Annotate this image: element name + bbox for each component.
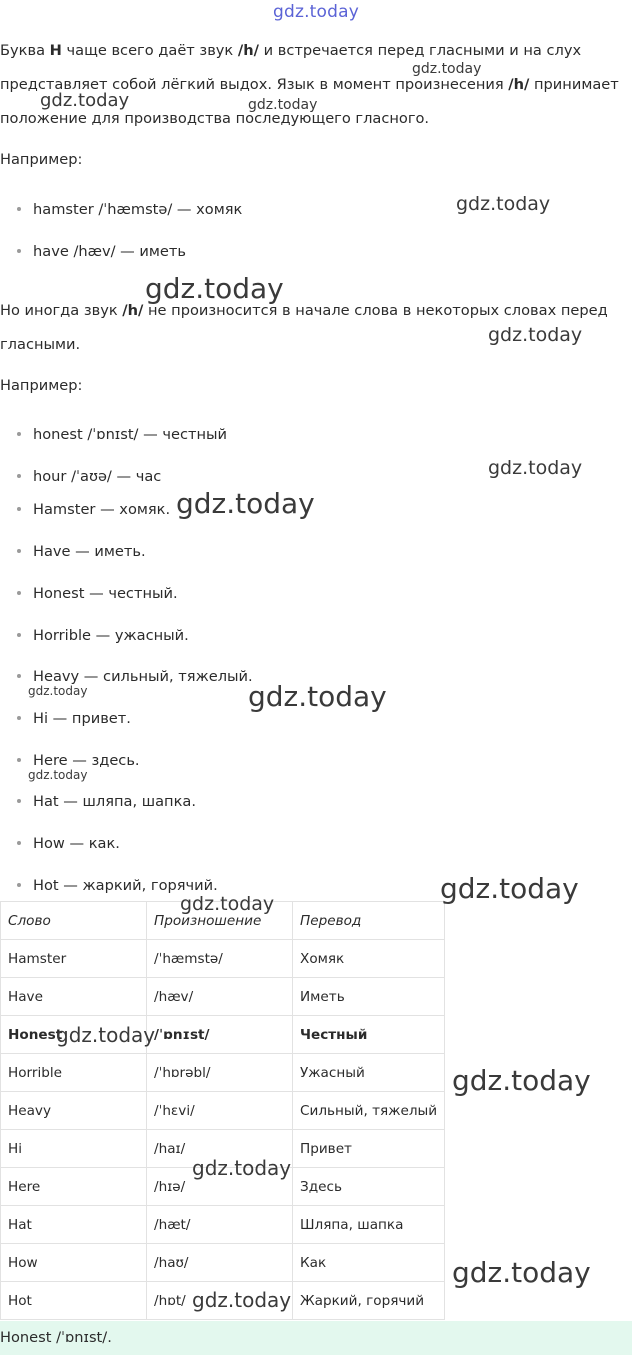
table-row xyxy=(1,978,445,1016)
table-cell: Heavy xyxy=(1,1092,147,1130)
bullet-icon xyxy=(17,633,21,637)
watermark: gdz.today xyxy=(28,768,88,782)
intro-sound: /h/ xyxy=(237,42,259,59)
watermark: gdz.today xyxy=(488,324,583,346)
list-item xyxy=(0,787,196,817)
bullet-icon xyxy=(17,841,21,845)
silent-paragraph xyxy=(0,294,628,362)
table-cell: /haɪ/ xyxy=(147,1130,293,1168)
bullet-icon xyxy=(17,883,21,887)
bullet-icon xyxy=(17,549,21,553)
list-item-text: hamster /ˈhæmstə/ — хомяк xyxy=(33,201,243,218)
list-item xyxy=(0,462,161,492)
watermark: gdz.today xyxy=(248,97,318,113)
list-item-text: Have — иметь. xyxy=(33,543,146,560)
bullet-icon xyxy=(17,432,21,436)
table-cell: Жаркий, горячий xyxy=(293,1282,445,1320)
intro-text-1: Буква xyxy=(0,42,50,59)
bullet-icon xyxy=(17,799,21,803)
table-cell: Hat xyxy=(1,1206,147,1244)
intro-text-4: принимает положение для производства последующего гласного. xyxy=(0,76,619,127)
silent-sound: /h/ xyxy=(122,302,144,319)
list-item-text: Hat — шляпа, шапка. xyxy=(33,793,196,810)
bullet-icon xyxy=(17,474,21,478)
list-item-text: hour /ˈaʊə/ — час xyxy=(33,468,162,485)
table-cell: Ужасный xyxy=(293,1054,445,1092)
example-label-2: Например: xyxy=(0,377,83,394)
intro-text-3: и встречается перед гласными и на слух представляет собой лёгкий выдох. Язык в момент произнесения xyxy=(0,42,582,93)
bullet-icon xyxy=(17,249,21,253)
table-header: Перевод xyxy=(293,902,445,940)
table-row xyxy=(1,1282,445,1320)
table-cell: /hæt/ xyxy=(147,1206,293,1244)
list-item-text: How — как. xyxy=(33,835,120,852)
table-cell: /ˈɒnɪst/ xyxy=(147,1016,293,1054)
words-table xyxy=(0,901,445,1320)
list-item-text: Horrible — ужасный. xyxy=(33,627,189,644)
list-item-text: Hamster — хомяк. xyxy=(33,501,171,518)
table-cell: Честный xyxy=(293,1016,445,1054)
watermark: gdz.today xyxy=(248,680,387,713)
bullet-icon xyxy=(17,758,21,762)
list-item xyxy=(0,237,186,267)
table-cell: Have xyxy=(1,978,147,1016)
list-item xyxy=(0,537,146,567)
bullet-icon xyxy=(17,207,21,211)
table-cell: /hæv/ xyxy=(147,978,293,1016)
table-row xyxy=(1,940,445,978)
table-cell: /hɒt/ xyxy=(147,1282,293,1320)
list-item xyxy=(0,621,189,651)
table-header: Произношение xyxy=(147,902,293,940)
silent-text-1: Но иногда звук xyxy=(0,302,123,319)
table-row xyxy=(1,1244,445,1282)
table-cell: Иметь xyxy=(293,978,445,1016)
list-item-text: Hi — привет. xyxy=(33,710,131,727)
table-cell: /hɪə/ xyxy=(147,1168,293,1206)
table-header-row xyxy=(1,902,445,940)
answer-box: Honest /ˈɒnɪst/. xyxy=(0,1321,632,1355)
table-cell: Хомяк xyxy=(293,940,445,978)
list-item xyxy=(0,704,131,734)
intro-sound-2: /h/ xyxy=(508,76,530,93)
table-row xyxy=(1,1054,445,1092)
list-item xyxy=(0,829,120,859)
list-item xyxy=(0,495,170,525)
list-item xyxy=(0,662,253,692)
list-item-text: honest /ˈɒnɪst/ — честный xyxy=(33,426,228,443)
table-cell: Как xyxy=(293,1244,445,1282)
intro-paragraph xyxy=(0,34,628,136)
table-cell: Шляпа, шапка xyxy=(293,1206,445,1244)
intro-text-2: чаще всего даёт звук xyxy=(61,42,238,59)
example-label-1: Например: xyxy=(0,151,83,168)
watermark: gdz.today xyxy=(180,893,275,915)
list-item xyxy=(0,420,227,450)
table-row xyxy=(1,1092,445,1130)
table-cell: How xyxy=(1,1244,147,1282)
table-cell: Сильный, тяжелый xyxy=(293,1092,445,1130)
list-item-text: have /hæv/ — иметь xyxy=(33,243,186,260)
bullet-icon xyxy=(17,591,21,595)
table-cell: Horrible xyxy=(1,1054,147,1092)
table-cell: Здесь xyxy=(293,1168,445,1206)
watermark: gdz.today xyxy=(40,90,130,111)
silent-text-2: не произносится в начале слова в некоторых словах перед гласными. xyxy=(0,302,608,353)
table-cell: Hot xyxy=(1,1282,147,1320)
table-cell: Hi xyxy=(1,1130,147,1168)
bullet-icon xyxy=(17,716,21,720)
watermark: gdz.today xyxy=(145,272,284,305)
watermark: gdz.today xyxy=(28,684,88,698)
list-item xyxy=(0,195,242,225)
table-cell: /ˈhɒrəbl/ xyxy=(147,1054,293,1092)
watermark: gdz.today xyxy=(452,1256,591,1289)
table-cell: Hamster xyxy=(1,940,147,978)
watermark: gdz.today xyxy=(456,193,551,215)
table-row xyxy=(1,1130,445,1168)
list-item-text: Honest — честный. xyxy=(33,585,178,602)
list-item xyxy=(0,579,178,609)
site-logo[interactable]: gdz.today xyxy=(272,2,360,22)
watermark: gdz.today xyxy=(452,1064,591,1097)
table-cell: /ˈhæmstə/ xyxy=(147,940,293,978)
intro-letter: H xyxy=(49,42,62,59)
bullet-icon xyxy=(17,674,21,678)
table-row xyxy=(1,1168,445,1206)
list-item xyxy=(0,746,140,776)
list-item-text: Here — здесь. xyxy=(33,752,140,769)
table-cell: Привет xyxy=(293,1130,445,1168)
watermark: gdz.today xyxy=(412,61,482,77)
table-header: Слово xyxy=(1,902,147,940)
table-row-highlighted xyxy=(1,1016,445,1054)
table-cell: /ˈhɛvi/ xyxy=(147,1092,293,1130)
list-item-text: Heavy — сильный, тяжелый. xyxy=(33,668,253,685)
watermark: gdz.today xyxy=(192,1156,292,1180)
watermark: gdz.today xyxy=(192,1288,292,1312)
table-cell: Honest xyxy=(1,1016,147,1054)
table-cell: Here xyxy=(1,1168,147,1206)
table-cell: /haʊ/ xyxy=(147,1244,293,1282)
bullet-icon xyxy=(17,507,21,511)
watermark: gdz.today xyxy=(440,872,579,905)
list-item xyxy=(0,871,218,901)
table-row xyxy=(1,1206,445,1244)
watermark: gdz.today xyxy=(488,457,583,479)
list-item-text: Hot — жаркий, горячий. xyxy=(33,877,218,894)
watermark: gdz.today xyxy=(176,487,315,520)
watermark: gdz.today xyxy=(56,1023,156,1047)
